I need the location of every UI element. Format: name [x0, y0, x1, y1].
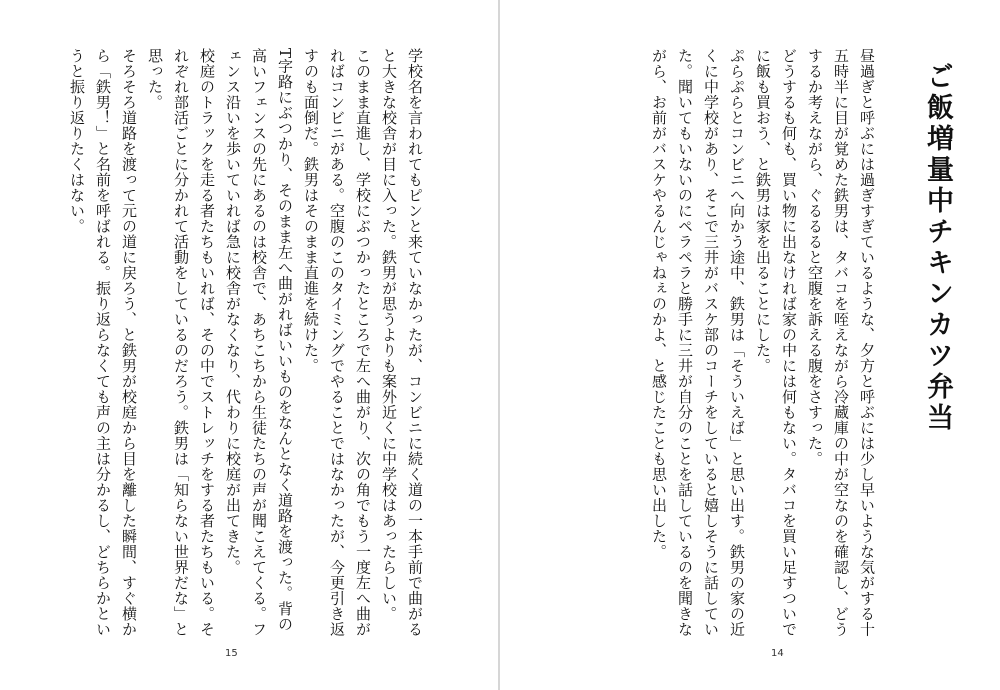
right-page-body [646, 48, 880, 638]
page-number: 15 [225, 648, 238, 659]
right-page [500, 0, 1000, 690]
paragraph: T字路にぶつかり、そのまま左へ曲がればいいものをなんとなく道路を渡った。背の高いフェンスの先にあるのは校舎で、あちこちから生徒たちの声が聞こえてくる。フェンス沿いを歩いていれば急に校舎がなくなり、代わりに校庭が出てきた。 [224, 48, 294, 637]
left-page-body [64, 48, 428, 638]
left-page [0, 0, 498, 690]
paragraph: そろそろ道路を渡って元の道に戻ろう、と鉄男が校庭から目を離した瞬間、すぐ横から「鉄男！」と名前を呼ばれる。振り返らなくても声の主は分かるし、どちらかというと振り返りたくはない。 [68, 48, 138, 637]
paragraph: 学校名を言われてもピンと来ていなかったが、コンビニに続く道の一本手前で曲がると大きな校舎が目に入った。鉄男が思うよりも案外近くに中学校はあったらしい。 [380, 48, 424, 637]
chapter-title: ご飯増量中チキンカツ弁当 [922, 62, 953, 434]
paragraph: 校庭のトラックを走る者たちもいれば、その中でストレッチをする者たちもいる。それぞれ部活ごとに分かれて活動をしているのだろう。鉄男は「知らない世界だな」と思った。 [146, 48, 216, 637]
page-number: 14 [771, 648, 784, 659]
paragraph: ぷらぷらとコンビニへ向かう途中、鉄男は「そういえば」と思い出す。鉄男の家の近くに中学校があり、そこで三井がバスケ部のコーチをしていると嬉しそうに話していた。聞いてもいないのにペラペラと勝手に三井が自分のことを話しているのを聞きながら、お前がバスケやるんじゃねぇのかよ、と感じたことも思い出した。 [650, 48, 746, 637]
paragraph: このまま直進し、学校にぶつかったところで左へ曲がり、次の角でもう一度左へ曲がればコンビニがある。空腹のこのタイミングでやることではなかったが、今更引き返すのも面倒だ。鉄男はそのまま直進を続けた。 [302, 48, 372, 637]
paragraph: 昼過ぎと呼ぶには過ぎすぎているような、夕方と呼ぶには少し早いような気がする十五時半に目が覚めた鉄男は、タバコを咥えながら冷蔵庫の中が空なのを確認し、どうするか考えながら、ぐるるると空腹を訴える腹をさすった。 [806, 48, 876, 637]
paragraph: どうするも何も、買い物に出なければ家の中には何もない。タバコを買い足すついでに飯も買おう、と鉄男は家を出ることにした。 [754, 48, 798, 637]
